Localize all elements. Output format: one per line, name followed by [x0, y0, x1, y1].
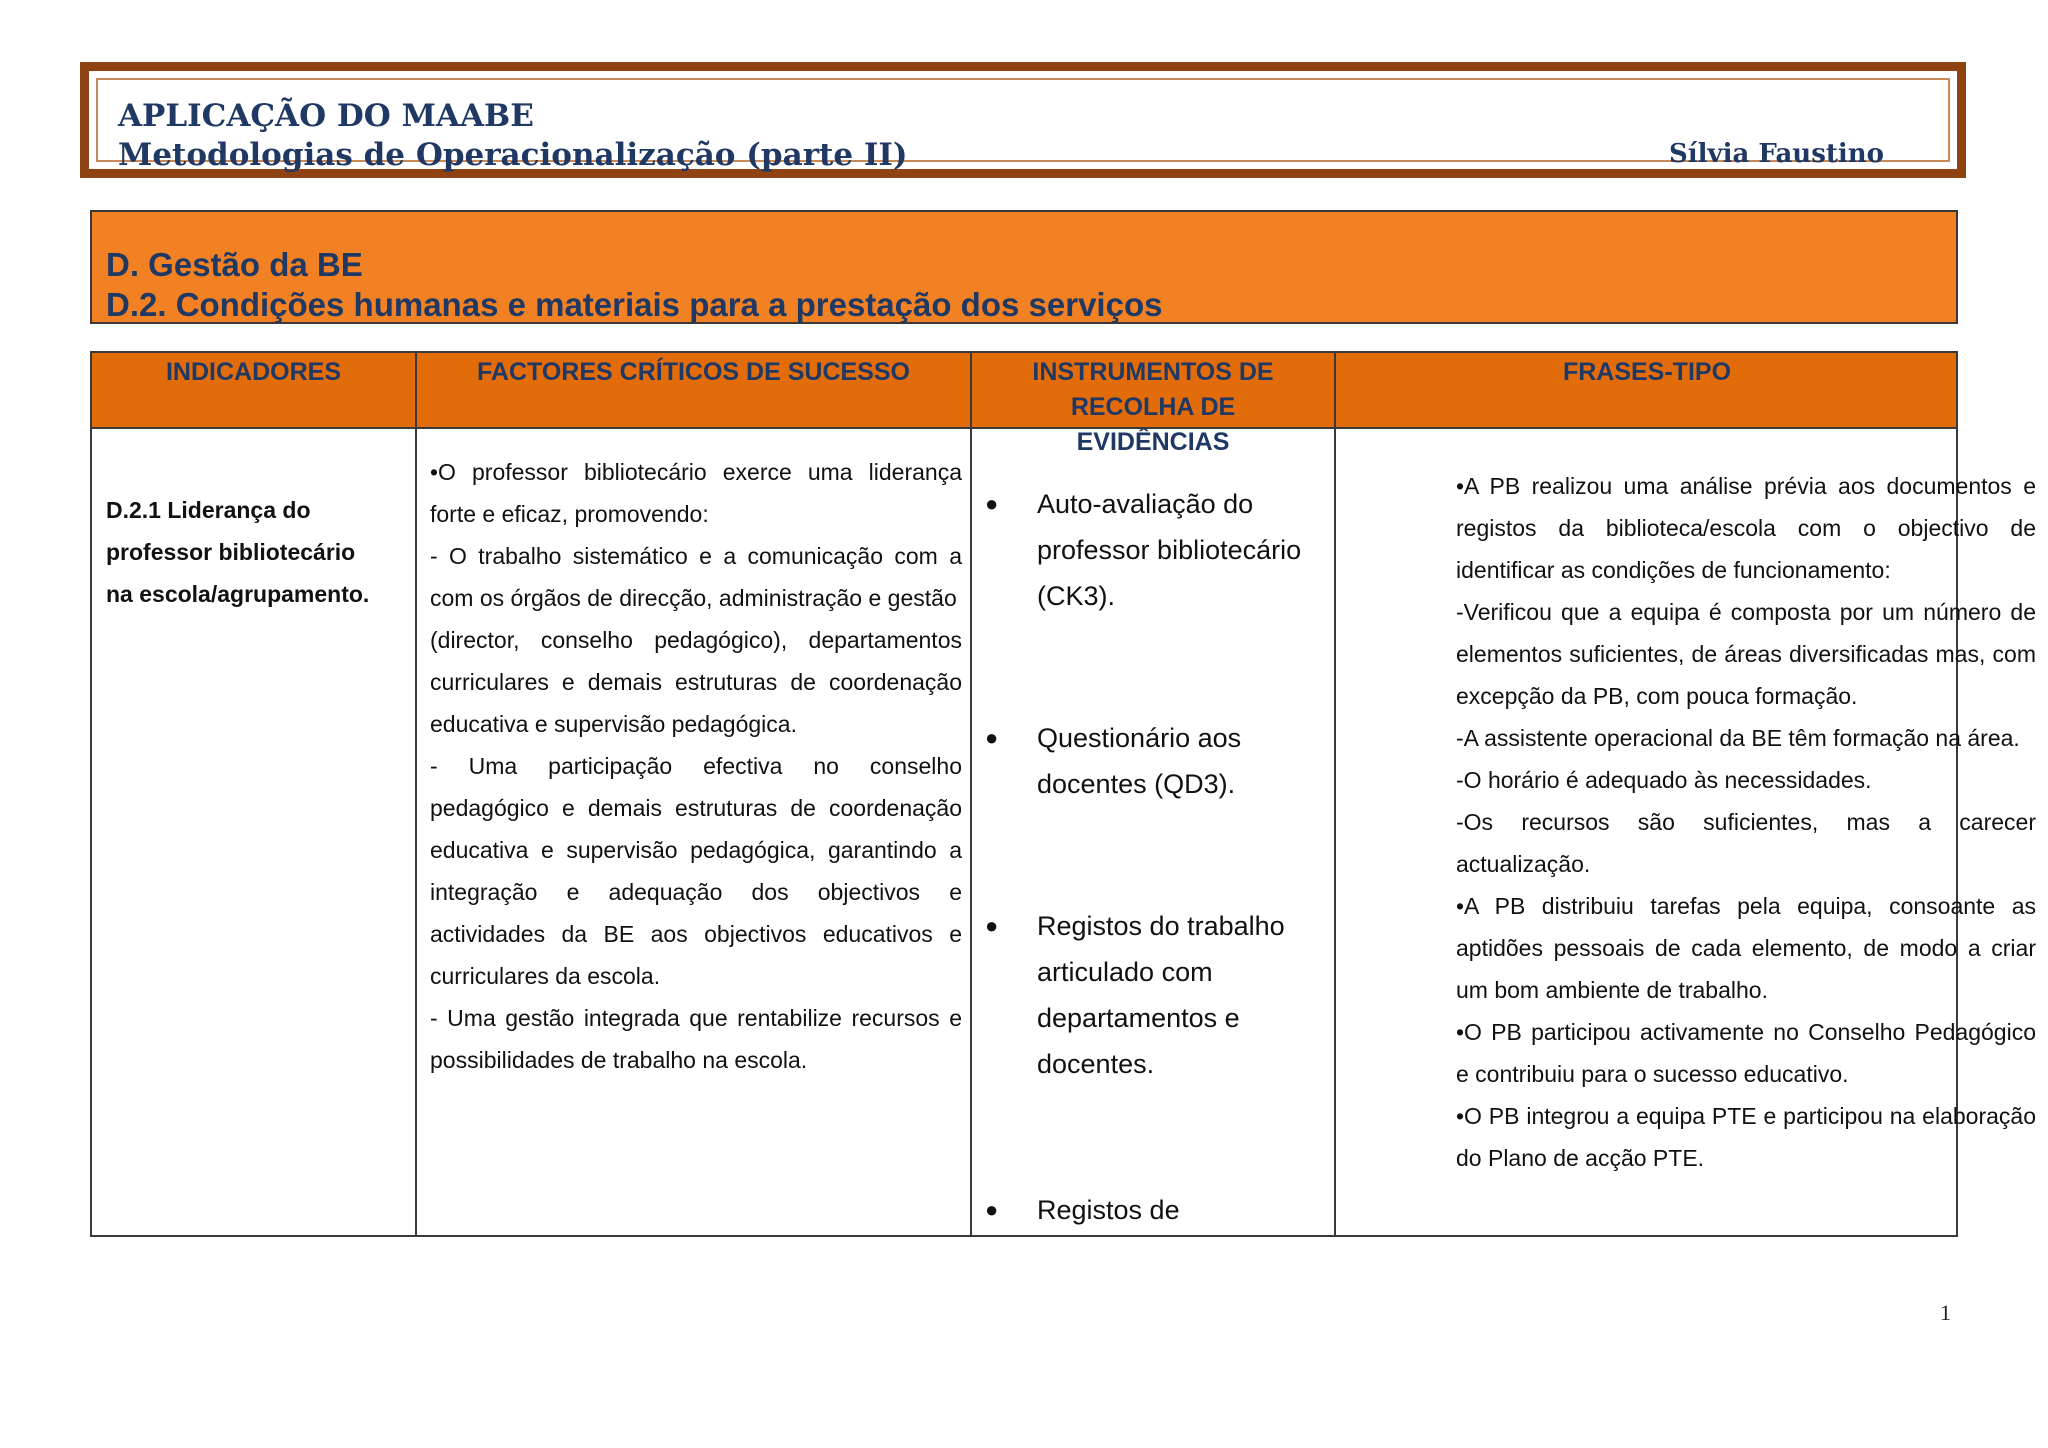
- instrument-list-item: [985, 715, 1320, 807]
- instrument-list-item: [985, 903, 1320, 1087]
- document-author: Sílvia Faustino: [1669, 139, 1884, 169]
- bullet-icon: ●: [985, 1197, 999, 1222]
- instrument-text: Registos do trabalho articulado com departamentos e docentes.: [1037, 911, 1285, 1079]
- factor-paragraph: - Uma gestão integrada que rentabilize recursos e possibilidades de trabalho na escola.: [430, 1005, 962, 1073]
- instrument-text: Questionário aos docentes (QD3).: [1037, 723, 1242, 799]
- instrument-list-item: [985, 481, 1320, 619]
- document-subtitle: Metodologias de Operacionalização (parte II): [118, 137, 908, 173]
- phrase-paragraph: -O horário é adequado às necessidades.: [1456, 767, 1872, 793]
- bullet-icon: ●: [985, 913, 999, 938]
- indicator-cell: D.2.1 Liderança do professor bibliotecário na escola/agrupamento.: [106, 497, 370, 607]
- column-header-frases: FRASES-TIPO: [1562, 358, 1732, 386]
- factor-paragraph: - O trabalho sistemático e a comunicação com a com os órgãos de direcção, administração e gestão: [430, 543, 962, 611]
- column-divider: [970, 353, 972, 1235]
- column-header-factores: FACTORES CRÍTICOS DE SUCESSO: [477, 358, 910, 386]
- section-band: [90, 210, 1958, 324]
- column-divider: [1334, 353, 1336, 1235]
- factor-paragraph: •O professor bibliotecário exerce uma liderança forte e eficaz, promovendo:: [430, 459, 962, 527]
- phrase-paragraph: -Verificou que a equipa é composta por um número de elementos suficientes, de áreas diversificadas mas, com excepção da PB, com pouca formação.: [1456, 599, 2036, 709]
- phrase-paragraph: -Os recursos são suficientes, mas a carecer actualização.: [1456, 809, 2036, 877]
- phrase-paragraph: -A assistente operacional da BE têm formação na área.: [1456, 725, 2020, 751]
- phrase-paragraph: •A PB distribuiu tarefas pela equipa, consoante as aptidões pessoais de cada elemento, de modo a criar um bom ambiente de trabalho.: [1456, 893, 2036, 1003]
- document-title: APLICAÇÃO DO MAABE: [118, 98, 534, 134]
- instrument-text: Auto-avaliação do professor bibliotecário (CK3).: [1037, 489, 1302, 611]
- phrases-cell: [1456, 429, 2036, 1179]
- phrase-paragraph: •A PB realizou uma análise prévia aos documentos e registos da biblioteca/escola com o objectivo de identificar as condições de funcionamento:: [1456, 473, 2036, 583]
- evaluation-table: [90, 351, 2036, 1237]
- column-header-instrumentos: INSTRUMENTOS DE RECOLHA DE EVIDÊNCIAS: [1032, 358, 1274, 456]
- page-number: 1: [1940, 1300, 1951, 1325]
- bullet-icon: ●: [985, 491, 999, 516]
- document-header: [80, 62, 1966, 178]
- instrument-text: Registos de: [1037, 1195, 1180, 1225]
- document-header-inner: [96, 78, 1950, 173]
- section-subtitle: D.2. Condições humanas e materiais para a prestação dos serviços: [106, 286, 1163, 323]
- phrase-paragraph: •O PB participou activamente no Conselho Pedagógico e contribuiu para o sucesso educativo.: [1456, 1019, 2036, 1087]
- factor-paragraph: - Uma participação efectiva no conselho pedagógico e demais estruturas de coordenação educativa e supervisão pedagógica, garantindo a integração e adequação dos objectivos e actividades da BE aos objectivos educativos e curriculares da escola.: [430, 753, 962, 989]
- column-divider: [415, 353, 417, 1235]
- phrase-paragraph: •O PB integrou a equipa PTE e participou na elaboração do Plano de acção PTE.: [1456, 1103, 2036, 1171]
- bullet-icon: ●: [985, 725, 999, 750]
- instrument-list-item: [985, 1187, 1320, 1233]
- factor-paragraph: (director, conselho pedagógico), departamentos curriculares e demais estruturas de coordenação educativa e supervisão pedagógica.: [430, 627, 962, 737]
- section-title: D. Gestão da BE: [106, 246, 363, 283]
- column-header-indicadores: INDICADORES: [165, 358, 341, 386]
- factors-cell: [430, 429, 962, 1081]
